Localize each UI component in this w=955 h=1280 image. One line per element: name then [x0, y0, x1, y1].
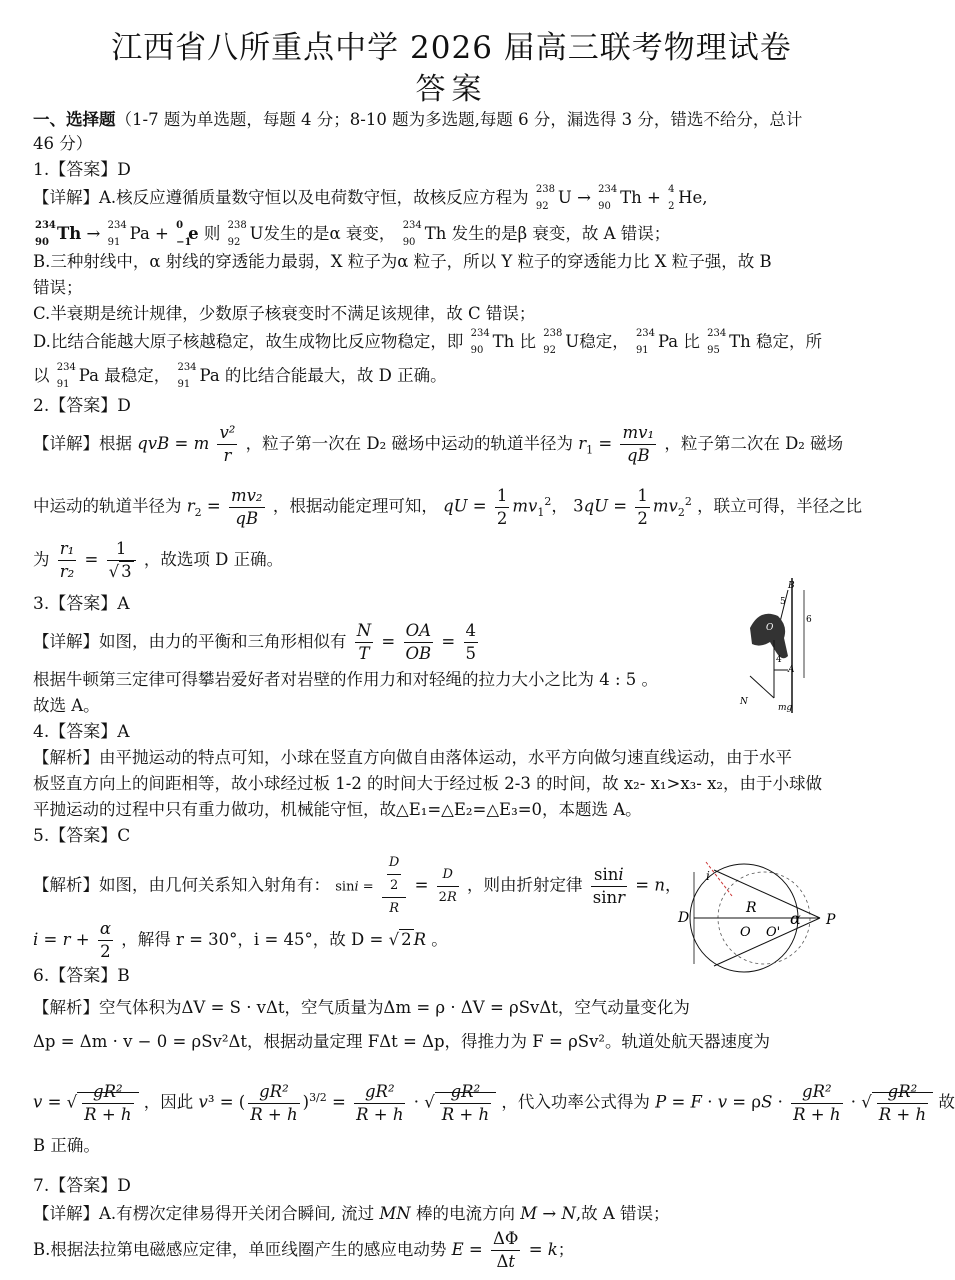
formula-fraction: $\frac{1}{2}$ [637, 485, 648, 528]
q6-text: ，代入功率公式得为 [501, 1092, 650, 1112]
q6-line2: Δp = Δm · v − 0 = ρSv²Δt，根据动量定理 FΔt = Δp，得推力为 F = ρSv²。轨道处航天器速度为 [33, 1032, 771, 1051]
q3-text: 【详解】如图，由力的平衡和三角形相似有 [33, 632, 347, 651]
formula-fraction: $\frac{\alpha}{2}$ [99, 919, 111, 961]
nuclide-pa234: 234 91 Pa [107, 220, 150, 248]
q7-text: ,故 A 错误； [575, 1204, 670, 1223]
q1-line7 [33, 364, 447, 388]
label-i: i [706, 869, 710, 883]
q7-text: 棒的电流方向 [416, 1204, 515, 1223]
climber-force-diagram [730, 578, 830, 718]
label-alpha: α [790, 909, 801, 928]
q7-text: B.根据法拉第电磁感应定律，单匝线圈产生的感应电动势 [33, 1240, 447, 1259]
q2-text: 中运动的轨道半径为 [33, 496, 182, 516]
q2-text: ，粒子第二次在 D₂ 磁场 [664, 434, 844, 453]
q6-text: ，因此 [143, 1092, 194, 1112]
q3-line1: 【详解】如图，由力的平衡和三角形相似有 $\frac{N}{T}$ = $\frac{OA}{OB}$ = $\frac{4}{5}$ [33, 621, 476, 663]
formula-fraction: $\frac{4}{5}$ [465, 621, 476, 663]
label-o: O [740, 925, 751, 940]
q1-text: 最稳定， [104, 366, 171, 385]
q1-text: 稳定， [579, 332, 629, 351]
q2-text: ，根据动能定理可知， [272, 496, 438, 516]
q7-line2: B.根据法拉第电磁感应定律，单匝线圈产生的感应电动势 E = $\frac{\Delta\Phi}{\Delta t}$ = k； [33, 1229, 575, 1271]
label-6: 6 [806, 615, 812, 625]
nuclide-th234: 234 90 Th [402, 220, 447, 248]
q1-line3: B.三种射线中，α 射线的穿透能力最弱，X 粒子为α 粒子，所以 Y 粒子的穿透能力比 X 粒子强，故 B [33, 252, 772, 271]
q2-answer: 2.【答案】D [33, 396, 131, 416]
nuclide-th234: 234 90 Th [470, 328, 515, 356]
q1-line2: 234 90 Th → 234 91 Pa + 0 −1 e 则 238 92 U发生的是α 衰变， 234 90 Th 发生的是β 衰变，故 A 错误； [35, 220, 671, 248]
formula-fraction: $\frac{\text{gR²}}{R + h}$ [878, 1081, 927, 1124]
label-d: D [678, 910, 690, 926]
formula-fraction: $\frac{\text{mv₁}}{qB}$ [622, 423, 655, 465]
nuclide-u238: 238 92 U [535, 184, 572, 212]
section-rules-cont: 46 分） [33, 134, 93, 153]
q2-line2: 中运动的轨道半径为 $r_2$ = $\frac{\text{mv₂}}{qB}$ ，根据动能定理可知， qU = $\frac{1}{2}$ $mv_1^2$， 3qU = $\frac{1}{2}$ $mv_2^2$ ，联立可得，半径之比 [33, 485, 863, 528]
nuclide-th234: 234 95 Th [707, 328, 751, 356]
q2-text: ，故选项 D 正确。 [143, 550, 284, 569]
formula-fraction: $\frac{\text{gR²}}{R + h}$ [84, 1081, 132, 1124]
q7-text: M → N [520, 1204, 576, 1223]
q1-line6 [33, 330, 822, 354]
q3-line2: 根据牛顿第三定律可得攀岩爱好者对岩壁的作用力和对轻绳的拉力大小之比为 4 : 5 。 [33, 670, 659, 689]
q2-text: ，联立可得，半径之比 [697, 496, 863, 516]
formula-fraction: $\frac{D}{2R}$ [437, 864, 459, 909]
label-mg: mg [778, 703, 793, 713]
nuclide-u238: 238 92 U [543, 328, 580, 356]
q1-text: D.比结合能越大原子核越稳定，故生成物比反应物稳定，即 [33, 332, 464, 351]
q1-text: 则 [203, 224, 221, 243]
q1-text: 【详解】A.核反应遵循质量数守恒以及电荷数守恒，故核反应方程为 [33, 188, 529, 207]
nuclide-he4: 4 2 He [668, 184, 703, 212]
q6-line3: v = √ $\frac{\text{gR²}}{R + h}$ ，因此 v³ = ( $\frac{\text{gR²}}{R + h}$ )$^{3/2}$ = $\frac{\text{gR²}}{R + h}$ · √ $\frac{\text{gR²}}{R + h}$ ，代入功率公式得为 P = F · v = ρS · $\frac{\text{gR²}}{R + h}$ · √ $\frac{\text{gR²}}{R + h}$ 故 [33, 1081, 955, 1124]
formula-fraction: $\frac{\frac{D}{2}}{R}$ [382, 852, 406, 920]
q5-line1: 【解析】如图，由几何关系知入射角有： sini = $\frac{\frac{D}{2}}{R}$ = $\frac{D}{2R}$ ，则由折射定律 $\frac{\sin i}{\sin r}$ = n， [33, 852, 681, 920]
formula-fraction: $\frac{\text{gR²}}{R + h}$ [356, 1081, 404, 1124]
q1-text: 稳定，所 [756, 332, 823, 351]
q1-text: 发生的是β 衰变，故 A 错误； [451, 224, 671, 243]
nuclide-th234: 234 90 Th [35, 220, 82, 248]
q1-line5: C.半衰期是统计规律，少数原子核衰变时不满足该规律，故 C 错误； [33, 304, 536, 323]
q7-answer: 7.【答案】D [33, 1176, 131, 1196]
q4-line1: 【解析】由平抛运动的特点可知，小球在竖直方向做自由落体运动，水平方向做匀速直线运动，由于水平 [33, 748, 792, 767]
q3-line3: 故选 A。 [33, 696, 100, 715]
q1-text: 发生的是α 衰变， [263, 224, 396, 243]
label-o-prime: O' [766, 925, 781, 940]
formula-fraction: $\frac{\text{v²}}{r}$ [219, 423, 236, 465]
formula-fraction: $\frac{N}{T}$ [356, 621, 372, 663]
normal-force-line [750, 676, 774, 698]
q6-line1: 【解析】空气体积为ΔV = S · vΔt，空气质量为Δm = ρ · ΔV = ρSvΔt，空气动量变化为 [33, 998, 690, 1017]
label-p: P [826, 912, 836, 928]
q5-text: ，则由折射定律 [467, 875, 583, 895]
nuclide-th234: 234 90 Th [598, 184, 642, 212]
formula-fraction: $\frac{1}{2}$ [496, 485, 508, 528]
q1-text: 比 [519, 332, 537, 351]
section-heading-line [33, 108, 802, 132]
q1-text: 的比结合能最大，故 D 正确。 [224, 366, 447, 385]
nuclide-u238: 238 92 U [227, 220, 264, 248]
normal-line [706, 862, 732, 896]
label-n: N [740, 697, 748, 707]
label-a: A [788, 665, 795, 675]
section-heading: 一、选择题 [33, 110, 116, 129]
formula-fraction: $\frac{1}{√ 3}$ [107, 538, 136, 583]
q1-line4: 错误； [33, 278, 83, 297]
q5-text: r = 30°，i = 45°，故 D = [175, 930, 384, 949]
q1-text: 以 [33, 366, 50, 385]
nuclide-pa234: 234 91 Pa [635, 328, 679, 356]
nuclide-e: 0 −1 e [176, 220, 199, 248]
q2-line1: 【详解】根据 qvB = m $\frac{\text{v²}}{r}$ ，粒子第一次在 D₂ 磁场中运动的轨道半径为 $r_1$ = $\frac{\text{mv₁}}{qB}$ ，粒子第二次在 D₂ 磁场 [33, 423, 844, 465]
label-b: B [788, 581, 795, 591]
formula-fraction: $\frac{\text{r₁}}{\text{r₂}}$ [59, 539, 75, 581]
q4-answer: 4.【答案】A [33, 722, 130, 742]
q7-line1 [33, 1202, 670, 1226]
formula-fraction: $\frac{\text{mv₂}}{qB}$ [230, 485, 263, 528]
q6-line4: B 正确。 [33, 1136, 100, 1155]
q1-line1: 【详解】A.核反应遵循质量数守恒以及电荷数守恒，故核反应方程为 238 92 U → 234 90 Th + 4 2 He, [33, 184, 708, 212]
formula-fraction: $\frac{\sin i}{\sin r}$ [592, 864, 626, 907]
label-o: O [766, 623, 774, 633]
q5-text: 【解析】如图，由几何关系知入射角有： [33, 875, 330, 895]
label-r: R [746, 900, 757, 916]
nuclide-pa234: 234 91 Pa [177, 362, 220, 390]
q5-line2: i = r + $\frac{\alpha}{2}$ ，解得 r = 30°，i = 45°，故 D = √ 2 R 。 [33, 919, 448, 961]
q4-line3: 平抛运动的过程中只有重力做功，机械能守恒，故△E₁=△E₂=△E₃=0，本题选 A。 [33, 800, 642, 819]
page-title: 江西省八所重点中学 2026 届高三联考物理试卷 [111, 30, 792, 66]
q4-line2: 板竖直方向上的间距相等，故小球经过板 1-2 的时间大于经过板 2-3 的时间，故 x₂- x₁>x₃- x₂，由于小球做 [33, 774, 823, 793]
q2-line3: 为 $\frac{\text{r₁}}{\text{r₂}}$ = $\frac{1}{√ 3}$ ，故选项 D 正确。 [33, 539, 284, 581]
q2-text: 为 [33, 550, 50, 569]
formula-fraction: $\frac{\text{gR²}}{R + h}$ [793, 1081, 841, 1124]
q7-text: 【详解】A.有楞次定律易得开关闭合瞬间, 流过 [33, 1204, 375, 1223]
q6-text: 故 [938, 1092, 955, 1112]
formula-fraction: $\frac{\text{gR²}}{R + h}$ [441, 1081, 490, 1124]
label-4: 4 [776, 655, 782, 665]
formula-fraction: $\frac{\Delta\Phi}{\Delta t}$ [493, 1229, 519, 1271]
formula-fraction: $\frac{OA}{OB}$ [405, 621, 432, 663]
q2-text: 【详解】根据 [33, 434, 132, 453]
section-rules: （1-7 题为单选题，每题 4 分；8-10 题为多选题,每题 6 分，漏选得 3 分，错选不给分，总计 [115, 110, 803, 129]
q6-answer: 6.【答案】B [33, 966, 130, 986]
q5-answer: 5.【答案】C [33, 826, 131, 846]
upper-ray [714, 870, 820, 918]
label-5: 5 [780, 597, 786, 607]
q5-text: ，解得 [121, 930, 171, 949]
climber-silhouette [750, 614, 788, 659]
nuclide-pa234: 234 91 Pa [56, 362, 99, 390]
q2-text: ，粒子第一次在 D₂ 磁场中运动的轨道半径为 [245, 434, 574, 453]
q7-text: MN [379, 1204, 411, 1223]
formula-fraction: $\frac{\text{gR²}}{R + h}$ [250, 1081, 298, 1124]
page-subtitle: 答案 [415, 72, 488, 107]
q3-answer: 3.【答案】A [33, 594, 130, 614]
refraction-diagram [672, 862, 852, 982]
q1-answer: 1.【答案】D [33, 160, 131, 180]
q1-text: 比 [683, 332, 700, 351]
